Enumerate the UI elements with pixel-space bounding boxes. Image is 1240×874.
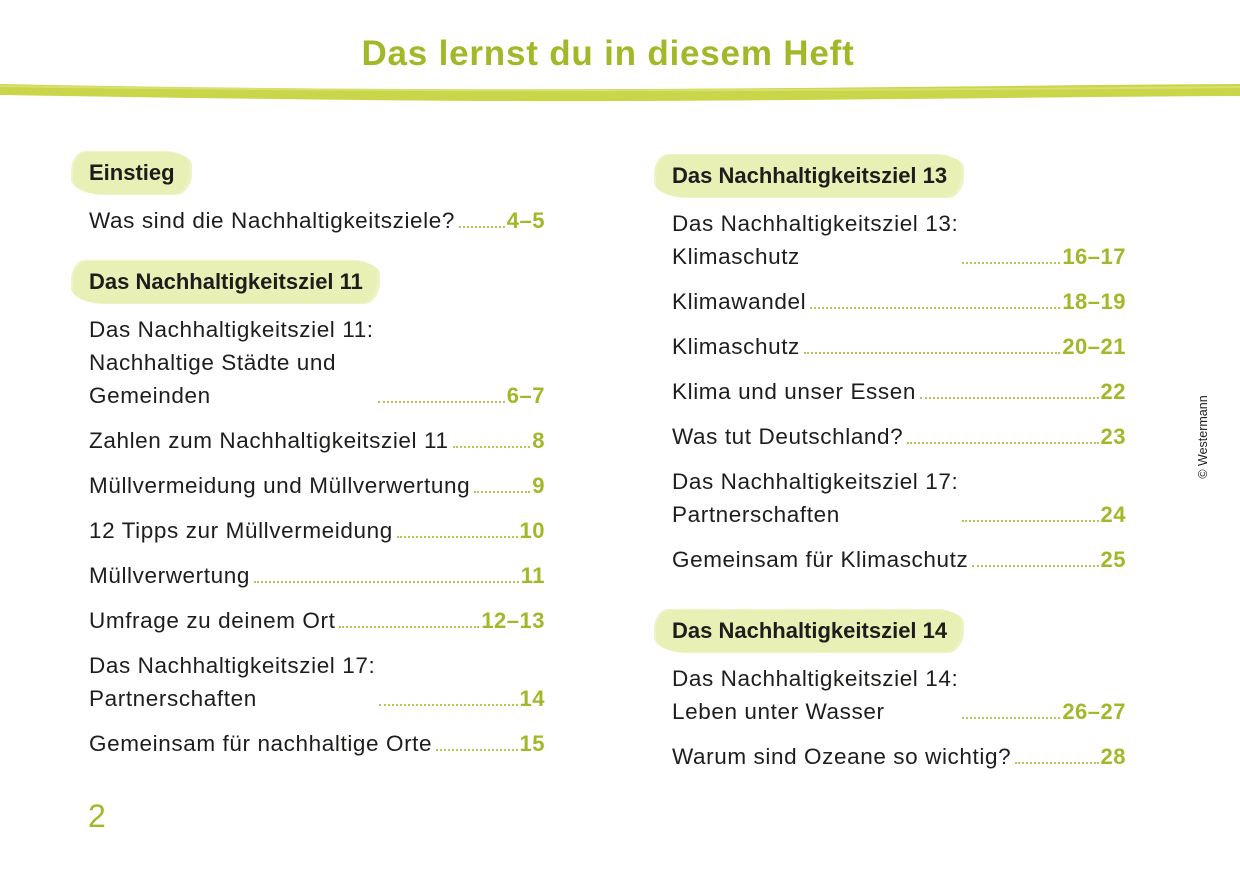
toc-entry[interactable] xyxy=(73,313,545,412)
entry-title: Das Nachhaltigkeitsziel 17: Partnerschaften xyxy=(89,653,376,711)
toc-entry[interactable] xyxy=(73,469,545,502)
entry-title: Gemeinsam für Klimaschutz xyxy=(672,547,969,572)
dot-leader xyxy=(962,262,1060,264)
toc-entry[interactable] xyxy=(656,375,1126,408)
toc-left-column xyxy=(73,152,545,772)
toc-entry[interactable] xyxy=(656,285,1126,318)
entry-title: Zahlen zum Nachhaltigkeitsziel 11 xyxy=(89,428,449,453)
entry-title: Müllverwertung xyxy=(89,563,250,588)
dot-leader xyxy=(379,704,517,706)
toc-entry[interactable] xyxy=(656,740,1126,773)
dot-leader xyxy=(810,307,1060,309)
entry-pages: 4–5 xyxy=(506,208,545,233)
entry-pages: 20–21 xyxy=(1062,334,1126,359)
dot-leader xyxy=(254,581,519,583)
entry-title: Was sind die Nachhaltigkeitsziele? xyxy=(89,208,455,233)
copyright-notice: © Westermann xyxy=(1196,395,1210,479)
entry-pages: 25 xyxy=(1100,547,1126,572)
entry-pages: 22 xyxy=(1100,379,1126,404)
dot-leader xyxy=(339,626,479,628)
entry-title: Was tut Deutschland? xyxy=(672,424,904,449)
dot-leader xyxy=(920,397,1099,399)
entry-pages: 11 xyxy=(520,563,545,588)
toc-right-column xyxy=(656,155,1126,785)
entry-pages: 28 xyxy=(1100,744,1126,769)
dot-leader xyxy=(397,536,518,538)
entry-pages: 12–13 xyxy=(481,608,545,633)
section-heading-goal-11: Das Nachhaltigkeitsziel 11 xyxy=(73,261,377,303)
entry-pages: 23 xyxy=(1100,424,1126,449)
decorative-brush-stripe xyxy=(0,78,1240,104)
toc-entry[interactable] xyxy=(656,543,1126,576)
toc-entry[interactable] xyxy=(73,204,545,237)
dot-leader xyxy=(962,717,1060,719)
entry-title: Klimaschutz xyxy=(672,334,800,359)
entry-title: Müllvermeidung und Müllverwertung xyxy=(89,473,471,498)
entry-title: Gemeinsam für nachhaltige Orte xyxy=(89,731,433,756)
dot-leader xyxy=(962,520,1098,522)
dot-leader xyxy=(972,565,1098,567)
entry-pages: 15 xyxy=(519,731,545,756)
entry-title: Das Nachhaltigkeitsziel 17: Partnerschaften xyxy=(672,469,959,527)
dot-leader xyxy=(378,401,505,403)
toc-entry[interactable] xyxy=(656,465,1126,531)
toc-entry[interactable] xyxy=(656,420,1126,453)
toc-entry[interactable] xyxy=(73,559,545,592)
entry-pages: 14 xyxy=(519,686,545,711)
entry-pages: 16–17 xyxy=(1062,244,1126,269)
entry-title: 12 Tipps zur Müllvermeidung xyxy=(89,518,393,543)
toc-entry[interactable] xyxy=(73,604,545,637)
dot-leader xyxy=(1015,762,1098,764)
toc-entry[interactable] xyxy=(73,514,545,547)
entry-title: Umfrage zu deinem Ort xyxy=(89,608,336,633)
entry-pages: 26–27 xyxy=(1062,699,1126,724)
entry-title: Klimawandel xyxy=(672,289,807,314)
page-number: 2 xyxy=(88,798,106,834)
entry-title: Warum sind Ozeane so wichtig? xyxy=(672,744,1012,769)
toc-entry[interactable] xyxy=(73,424,545,457)
dot-leader xyxy=(436,749,517,751)
toc-entry[interactable] xyxy=(73,727,545,760)
entry-pages: 24 xyxy=(1100,502,1126,527)
entry-title: Das Nachhaltigkeitsziel 14: Leben unter Wasser xyxy=(672,666,959,724)
dot-leader xyxy=(459,226,505,228)
dot-leader xyxy=(907,442,1098,444)
toc-entry[interactable] xyxy=(656,207,1126,273)
entry-pages: 18–19 xyxy=(1062,289,1126,314)
entry-pages: 6–7 xyxy=(506,383,545,408)
entry-pages: 8 xyxy=(532,428,545,453)
dot-leader xyxy=(453,446,531,448)
dot-leader xyxy=(474,491,530,493)
entry-title: Klima und unser Essen xyxy=(672,379,916,404)
entry-pages: 9 xyxy=(532,473,545,498)
entry-title: Das Nachhaltigkeitsziel 11: Nachhaltige Städte und Gemeinden xyxy=(89,317,374,408)
section-heading-goal-13: Das Nachhaltigkeitsziel 13 xyxy=(656,155,961,197)
section-heading-goal-14: Das Nachhaltigkeitsziel 14 xyxy=(656,610,961,652)
entry-title: Das Nachhaltigkeitsziel 13: Klimaschutz xyxy=(672,211,959,269)
page-title: Das lernst du in diesem Heft xyxy=(361,34,855,73)
toc-entry[interactable] xyxy=(656,662,1126,728)
toc-entry[interactable] xyxy=(656,330,1126,363)
section-heading-einstieg: Einstieg xyxy=(73,152,189,194)
entry-pages: 10 xyxy=(519,518,545,543)
toc-entry[interactable] xyxy=(73,649,545,715)
dot-leader xyxy=(804,352,1060,354)
